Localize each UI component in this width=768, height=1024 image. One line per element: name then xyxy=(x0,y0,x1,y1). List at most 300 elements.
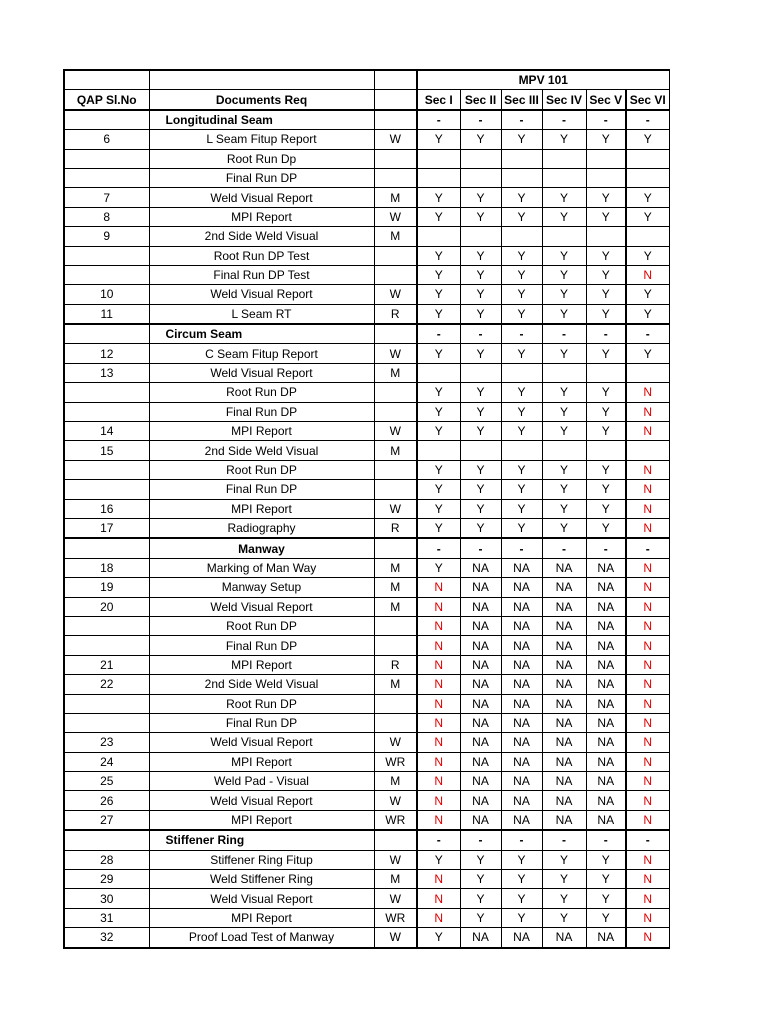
sec-iv-cell: - xyxy=(542,324,586,344)
sec-vi-cell: N xyxy=(626,460,669,479)
sec-v-cell: Y xyxy=(586,265,626,284)
document-cell: MPI Report xyxy=(149,422,374,441)
sec-v-cell: NA xyxy=(586,558,626,577)
sec-iii-cell: NA xyxy=(501,752,542,771)
sec-vi-cell: N xyxy=(626,694,669,713)
document-cell: Weld Visual Report xyxy=(149,363,374,382)
qap-no-cell: 32 xyxy=(64,928,149,948)
inspection-code-cell: M xyxy=(374,578,417,597)
qap-no-cell xyxy=(64,480,149,499)
table-row xyxy=(64,130,669,149)
sec-ii-cell: Y xyxy=(460,188,501,207)
sec-ii-cell: NA xyxy=(460,928,501,948)
sec-i-cell: Y xyxy=(417,518,460,538)
header-qap-no: QAP Sl.No xyxy=(64,90,149,110)
sec-i-cell: N xyxy=(417,597,460,616)
sec-ii-cell: - xyxy=(460,110,501,130)
inspection-code-cell: W xyxy=(374,422,417,441)
sec-ii-cell: NA xyxy=(460,752,501,771)
table-row xyxy=(64,499,669,518)
sec-ii-cell: NA xyxy=(460,713,501,732)
table-row xyxy=(64,207,669,226)
sec-v-cell: NA xyxy=(586,694,626,713)
sec-v-cell: NA xyxy=(586,733,626,752)
qap-no-cell: 29 xyxy=(64,870,149,889)
document-cell: Final Run DP xyxy=(149,480,374,499)
sec-ii-cell: Y xyxy=(460,207,501,226)
sec-iv-cell xyxy=(542,149,586,168)
document-cell: Root Run DP Test xyxy=(149,246,374,265)
sec-vi-cell: N xyxy=(626,752,669,771)
inspection-code-cell: R xyxy=(374,518,417,538)
sec-ii-cell: NA xyxy=(460,791,501,810)
sec-ii-cell: - xyxy=(460,830,501,850)
inspection-code-cell xyxy=(374,460,417,479)
sec-ii-cell: NA xyxy=(460,675,501,694)
qap-no-cell: 25 xyxy=(64,772,149,791)
qap-no-cell: 27 xyxy=(64,810,149,830)
inspection-code-cell: M xyxy=(374,363,417,382)
sec-iii-cell: - xyxy=(501,110,542,130)
sec-i-cell: Y xyxy=(417,422,460,441)
sec-vi-cell xyxy=(626,441,669,460)
document-cell: Radiography xyxy=(149,518,374,538)
sec-iv-cell: - xyxy=(542,110,586,130)
sec-iv-cell: Y xyxy=(542,383,586,402)
inspection-code-cell: R xyxy=(374,655,417,674)
sec-i-cell: Y xyxy=(417,383,460,402)
qap-no-cell: 21 xyxy=(64,655,149,674)
table-row xyxy=(64,285,669,304)
sec-ii-cell xyxy=(460,149,501,168)
sec-iii-cell: Y xyxy=(501,130,542,149)
qap-no-cell: 11 xyxy=(64,304,149,324)
sec-i-cell: Y xyxy=(417,285,460,304)
inspection-code-cell: W xyxy=(374,791,417,810)
sec-vi-cell: - xyxy=(626,538,669,558)
inspection-code-cell: W xyxy=(374,889,417,908)
sec-vi-cell: Y xyxy=(626,304,669,324)
sec-v-cell xyxy=(586,168,626,187)
sec-i-cell: N xyxy=(417,772,460,791)
header-blank-cell xyxy=(64,70,149,90)
sec-i-cell xyxy=(417,227,460,246)
sec-iii-cell: - xyxy=(501,324,542,344)
inspection-code-cell xyxy=(374,713,417,732)
sec-ii-cell: NA xyxy=(460,597,501,616)
sec-iii-cell: - xyxy=(501,538,542,558)
sec-iv-cell: - xyxy=(542,538,586,558)
sec-iii-cell: NA xyxy=(501,694,542,713)
sec-vi-cell xyxy=(626,363,669,382)
inspection-code-cell: W xyxy=(374,130,417,149)
sec-iii-cell: NA xyxy=(501,713,542,732)
sec-ii-cell xyxy=(460,168,501,187)
document-cell: 2nd Side Weld Visual xyxy=(149,675,374,694)
sec-i-cell: - xyxy=(417,538,460,558)
sec-vi-cell: N xyxy=(626,772,669,791)
header-sec-ii: Sec II xyxy=(460,90,501,110)
qap-no-cell xyxy=(64,616,149,635)
section-row xyxy=(64,324,669,344)
sec-ii-cell: NA xyxy=(460,810,501,830)
sec-vi-cell: N xyxy=(626,850,669,869)
document-cell: Final Run DP Test xyxy=(149,265,374,284)
qap-no-cell xyxy=(64,110,149,130)
table-row xyxy=(64,168,669,187)
sec-iv-cell: Y xyxy=(542,130,586,149)
sec-v-cell: NA xyxy=(586,772,626,791)
sec-ii-cell: Y xyxy=(460,246,501,265)
sec-v-cell: Y xyxy=(586,889,626,908)
qap-no-cell xyxy=(64,246,149,265)
document-cell: Root Run DP xyxy=(149,460,374,479)
document-cell: C Seam Fitup Report xyxy=(149,344,374,363)
sec-iv-cell: NA xyxy=(542,713,586,732)
qap-no-cell: 13 xyxy=(64,363,149,382)
sec-iii-cell: Y xyxy=(501,285,542,304)
sec-iv-cell: NA xyxy=(542,772,586,791)
sec-vi-cell: N xyxy=(626,402,669,421)
table-row xyxy=(64,460,669,479)
sec-ii-cell: Y xyxy=(460,850,501,869)
table-row xyxy=(64,772,669,791)
sec-iv-cell: Y xyxy=(542,908,586,927)
qap-no-cell xyxy=(64,168,149,187)
sec-iii-cell: NA xyxy=(501,558,542,577)
qap-no-cell: 14 xyxy=(64,422,149,441)
sec-v-cell: Y xyxy=(586,207,626,226)
qap-no-cell xyxy=(64,636,149,655)
qap-no-cell: 9 xyxy=(64,227,149,246)
header-sec-i: Sec I xyxy=(417,90,460,110)
document-cell: Final Run DP xyxy=(149,402,374,421)
sec-v-cell: Y xyxy=(586,304,626,324)
qap-no-cell: 12 xyxy=(64,344,149,363)
sec-ii-cell: Y xyxy=(460,889,501,908)
table-row xyxy=(64,616,669,635)
table-row xyxy=(64,928,669,948)
sec-i-cell: N xyxy=(417,791,460,810)
qap-no-cell: 20 xyxy=(64,597,149,616)
sec-iv-cell: Y xyxy=(542,480,586,499)
document-cell: Root Run DP xyxy=(149,616,374,635)
sec-v-cell: NA xyxy=(586,791,626,810)
sec-ii-cell: Y xyxy=(460,383,501,402)
section-row xyxy=(64,830,669,850)
sec-i-cell: Y xyxy=(417,130,460,149)
document-cell: Weld Visual Report xyxy=(149,188,374,207)
sec-vi-cell: N xyxy=(626,908,669,927)
inspection-code-cell: M xyxy=(374,441,417,460)
sec-v-cell: Y xyxy=(586,246,626,265)
sec-i-cell: N xyxy=(417,694,460,713)
sec-ii-cell: Y xyxy=(460,265,501,284)
document-cell: MPI Report xyxy=(149,499,374,518)
inspection-table xyxy=(63,69,670,949)
sec-i-cell: Y xyxy=(417,480,460,499)
sec-vi-cell: N xyxy=(626,616,669,635)
sec-iv-cell: NA xyxy=(542,597,586,616)
qap-no-cell: 22 xyxy=(64,675,149,694)
inspection-code-cell: W xyxy=(374,344,417,363)
sec-iv-cell: NA xyxy=(542,636,586,655)
table-row xyxy=(64,908,669,927)
document-cell: Stiffener Ring Fitup xyxy=(149,850,374,869)
document-cell: Final Run DP xyxy=(149,713,374,732)
sec-vi-cell: Y xyxy=(626,207,669,226)
sec-i-cell: N xyxy=(417,810,460,830)
sec-v-cell: Y xyxy=(586,402,626,421)
sec-iii-cell: NA xyxy=(501,597,542,616)
sec-vi-cell xyxy=(626,227,669,246)
mpv-group-header: MPV 101 xyxy=(417,70,669,90)
sec-i-cell: N xyxy=(417,578,460,597)
document-cell: Weld Visual Report xyxy=(149,791,374,810)
sec-ii-cell: NA xyxy=(460,616,501,635)
table-row xyxy=(64,363,669,382)
sec-iv-cell: - xyxy=(542,830,586,850)
qap-no-cell: 15 xyxy=(64,441,149,460)
sec-i-cell xyxy=(417,441,460,460)
sec-ii-cell: Y xyxy=(460,402,501,421)
inspection-code-cell: WR xyxy=(374,908,417,927)
sec-ii-cell: - xyxy=(460,538,501,558)
inspection-code-cell xyxy=(374,265,417,284)
sec-iv-cell: Y xyxy=(542,207,586,226)
section-title: Stiffener Ring xyxy=(149,830,374,850)
sec-v-cell xyxy=(586,441,626,460)
table-row xyxy=(64,810,669,830)
document-cell: Marking of Man Way xyxy=(149,558,374,577)
sec-i-cell: Y xyxy=(417,928,460,948)
sec-iv-cell: NA xyxy=(542,694,586,713)
sec-iii-cell xyxy=(501,441,542,460)
inspection-code-cell xyxy=(374,168,417,187)
sec-iii-cell xyxy=(501,168,542,187)
sec-ii-cell: Y xyxy=(460,870,501,889)
table-row xyxy=(64,675,669,694)
inspection-code-cell xyxy=(374,616,417,635)
sec-iii-cell: Y xyxy=(501,246,542,265)
table-row xyxy=(64,304,669,324)
header-blank-cell xyxy=(149,70,374,90)
document-cell: Root Run DP xyxy=(149,383,374,402)
sec-iii-cell: NA xyxy=(501,733,542,752)
sec-iii-cell: Y xyxy=(501,518,542,538)
inspection-code-cell: W xyxy=(374,207,417,226)
sec-iii-cell: - xyxy=(501,830,542,850)
section-row xyxy=(64,538,669,558)
table-row xyxy=(64,518,669,538)
sec-v-cell: - xyxy=(586,110,626,130)
sec-i-cell: N xyxy=(417,636,460,655)
column-header-row xyxy=(64,90,669,110)
sec-i-cell: N xyxy=(417,908,460,927)
sec-ii-cell: Y xyxy=(460,908,501,927)
sec-iii-cell: NA xyxy=(501,810,542,830)
inspection-code-cell xyxy=(374,149,417,168)
table-row xyxy=(64,791,669,810)
sec-ii-cell: NA xyxy=(460,655,501,674)
sec-iv-cell: NA xyxy=(542,733,586,752)
sec-iv-cell: Y xyxy=(542,188,586,207)
sec-vi-cell: N xyxy=(626,578,669,597)
qap-no-cell: 26 xyxy=(64,791,149,810)
document-cell: Final Run DP xyxy=(149,636,374,655)
sec-vi-cell: N xyxy=(626,675,669,694)
sec-ii-cell: NA xyxy=(460,733,501,752)
qap-no-cell xyxy=(64,713,149,732)
section-title: Longitudinal Seam xyxy=(149,110,374,130)
sec-ii-cell xyxy=(460,227,501,246)
header-sec-iv: Sec IV xyxy=(542,90,586,110)
document-cell: Weld Pad - Visual xyxy=(149,772,374,791)
header-sec-vi: Sec VI xyxy=(626,90,669,110)
sec-iv-cell: Y xyxy=(542,870,586,889)
qap-no-cell: 10 xyxy=(64,285,149,304)
sec-iii-cell: Y xyxy=(501,188,542,207)
document-cell: Weld Stiffener Ring xyxy=(149,870,374,889)
sec-iii-cell: Y xyxy=(501,850,542,869)
sec-v-cell xyxy=(586,227,626,246)
sec-iv-cell: Y xyxy=(542,460,586,479)
sec-iii-cell: Y xyxy=(501,499,542,518)
qap-no-cell: 19 xyxy=(64,578,149,597)
inspection-code-cell: M xyxy=(374,675,417,694)
qap-no-cell: 18 xyxy=(64,558,149,577)
sec-ii-cell: NA xyxy=(460,772,501,791)
table-row xyxy=(64,752,669,771)
document-cell: Manway Setup xyxy=(149,578,374,597)
sec-i-cell: N xyxy=(417,616,460,635)
document-cell: Weld Visual Report xyxy=(149,597,374,616)
document-cell: Final Run DP xyxy=(149,168,374,187)
document-cell: Proof Load Test of Manway xyxy=(149,928,374,948)
qap-no-cell xyxy=(64,324,149,344)
sec-v-cell: Y xyxy=(586,285,626,304)
inspection-code-cell xyxy=(374,383,417,402)
qap-no-cell: 16 xyxy=(64,499,149,518)
sec-iv-cell: Y xyxy=(542,265,586,284)
sec-iv-cell xyxy=(542,363,586,382)
sec-ii-cell: NA xyxy=(460,558,501,577)
sec-iii-cell xyxy=(501,363,542,382)
sec-v-cell: Y xyxy=(586,460,626,479)
table-row xyxy=(64,733,669,752)
sec-i-cell: - xyxy=(417,110,460,130)
sec-iii-cell: Y xyxy=(501,402,542,421)
sec-iv-cell: NA xyxy=(542,616,586,635)
document-cell: MPI Report xyxy=(149,207,374,226)
sec-vi-cell xyxy=(626,168,669,187)
qap-no-cell: 30 xyxy=(64,889,149,908)
inspection-code-cell: W xyxy=(374,285,417,304)
sec-ii-cell: Y xyxy=(460,285,501,304)
sec-i-cell: Y xyxy=(417,344,460,363)
table-row xyxy=(64,694,669,713)
sec-iv-cell: NA xyxy=(542,810,586,830)
inspection-code-cell: M xyxy=(374,558,417,577)
sec-vi-cell: N xyxy=(626,870,669,889)
sec-vi-cell: N xyxy=(626,597,669,616)
sec-i-cell: N xyxy=(417,752,460,771)
sec-vi-cell: N xyxy=(626,499,669,518)
sec-iii-cell: Y xyxy=(501,908,542,927)
sec-i-cell: N xyxy=(417,675,460,694)
table-row xyxy=(64,441,669,460)
sec-v-cell: NA xyxy=(586,928,626,948)
sec-iii-cell: NA xyxy=(501,675,542,694)
sec-iii-cell: NA xyxy=(501,772,542,791)
header-code xyxy=(374,90,417,110)
sec-i-cell xyxy=(417,149,460,168)
sec-vi-cell: - xyxy=(626,830,669,850)
sec-i-cell: Y xyxy=(417,246,460,265)
sec-vi-cell: N xyxy=(626,733,669,752)
table-row xyxy=(64,149,669,168)
sec-vi-cell: N xyxy=(626,265,669,284)
sec-ii-cell: NA xyxy=(460,578,501,597)
sec-iii-cell: Y xyxy=(501,265,542,284)
sec-vi-cell: N xyxy=(626,636,669,655)
document-cell: Root Run DP xyxy=(149,694,374,713)
sec-iv-cell: Y xyxy=(542,246,586,265)
qap-no-cell: 6 xyxy=(64,130,149,149)
header-documents: Documents Req xyxy=(149,90,374,110)
sec-i-cell: Y xyxy=(417,265,460,284)
sec-iv-cell: Y xyxy=(542,518,586,538)
qap-no-cell xyxy=(64,694,149,713)
sec-vi-cell: N xyxy=(626,655,669,674)
sec-iv-cell: Y xyxy=(542,304,586,324)
sec-iv-cell: Y xyxy=(542,850,586,869)
sec-i-cell: - xyxy=(417,324,460,344)
sec-v-cell: Y xyxy=(586,383,626,402)
header-sec-v: Sec V xyxy=(586,90,626,110)
sec-v-cell: Y xyxy=(586,422,626,441)
section-row xyxy=(64,110,669,130)
sec-v-cell: Y xyxy=(586,130,626,149)
sec-ii-cell: Y xyxy=(460,130,501,149)
document-cell: MPI Report xyxy=(149,655,374,674)
sec-vi-cell: N xyxy=(626,558,669,577)
sec-iii-cell: NA xyxy=(501,928,542,948)
inspection-code-cell: M xyxy=(374,227,417,246)
table-row xyxy=(64,188,669,207)
sec-iii-cell: Y xyxy=(501,207,542,226)
header-blank-cell xyxy=(374,70,417,90)
sec-v-cell: Y xyxy=(586,499,626,518)
inspection-code-cell: R xyxy=(374,304,417,324)
sec-ii-cell: NA xyxy=(460,636,501,655)
sec-v-cell: Y xyxy=(586,344,626,363)
sec-iv-cell: NA xyxy=(542,752,586,771)
inspection-code-cell xyxy=(374,636,417,655)
sec-v-cell: NA xyxy=(586,578,626,597)
inspection-code-cell: M xyxy=(374,597,417,616)
sec-i-cell xyxy=(417,363,460,382)
document-cell: 2nd Side Weld Visual xyxy=(149,227,374,246)
table-row xyxy=(64,344,669,363)
sec-vi-cell: N xyxy=(626,518,669,538)
document-cell: L Seam Fitup Report xyxy=(149,130,374,149)
qap-no-cell xyxy=(64,460,149,479)
inspection-code-cell: M xyxy=(374,870,417,889)
sec-vi-cell: Y xyxy=(626,344,669,363)
sec-vi-cell: N xyxy=(626,791,669,810)
sec-v-cell xyxy=(586,149,626,168)
